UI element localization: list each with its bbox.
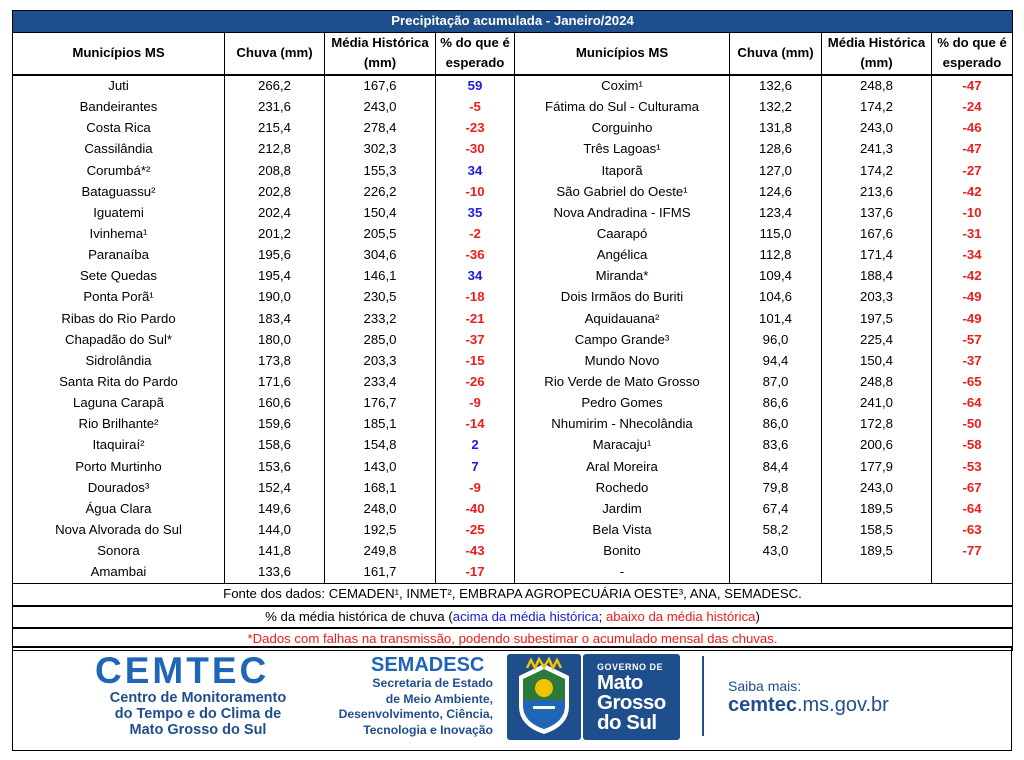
right-municipio-cell: Nhumirim - Nhecolândia: [515, 414, 730, 435]
right-media-cell: 177,9: [822, 456, 932, 477]
table-row: [13, 393, 1013, 414]
right-municipio-cell: Caarapó: [515, 224, 730, 245]
right-municipio-cell: Mundo Novo: [515, 351, 730, 372]
left-chuva-cell: 152,4: [225, 477, 325, 498]
left-pct-cell: 34: [436, 266, 515, 287]
right-pct-cell: -42: [932, 266, 1013, 287]
table-title: Precipitação acumulada - Janeiro/2024: [13, 11, 1013, 33]
left-municipio-cell: Rio Brilhante²: [13, 414, 225, 435]
right-media-cell: 241,0: [822, 393, 932, 414]
right-pct-cell: -63: [932, 520, 1013, 541]
right-chuva-cell: 83,6: [730, 435, 822, 456]
right-pct-cell: -65: [932, 372, 1013, 393]
table-row: [13, 477, 1013, 498]
right-pct-cell: -49: [932, 287, 1013, 308]
table-row: [13, 266, 1013, 287]
right-pct-cell: -47: [932, 75, 1013, 97]
left-pct-cell: -5: [436, 97, 515, 118]
right-municipio-cell: Jardim: [515, 499, 730, 520]
left-municipio-cell: Cassilândia: [13, 139, 225, 160]
right-media-cell: 197,5: [822, 308, 932, 329]
right-pct-cell: -37: [932, 351, 1013, 372]
logo-divider: [702, 656, 704, 736]
right-media-cell: 203,3: [822, 287, 932, 308]
left-media-cell: 285,0: [325, 329, 436, 350]
left-media-cell: 143,0: [325, 456, 436, 477]
left-municipio-cell: Corumbá*²: [13, 160, 225, 181]
left-municipio-cell: Sonora: [13, 541, 225, 562]
governo-ms-logo: GOVERNO DE Mato Grosso do Sul: [583, 654, 680, 740]
legend-above: acima da média histórica: [452, 608, 599, 624]
left-chuva-cell: 215,4: [225, 118, 325, 139]
right-pct-cell: -53: [932, 456, 1013, 477]
left-pct-cell: -2: [436, 224, 515, 245]
right-chuva-cell: 67,4: [730, 499, 822, 520]
precipitation-sheet: [12, 10, 1012, 651]
left-media-cell: 233,2: [325, 308, 436, 329]
left-municipio-cell: Dourados³: [13, 477, 225, 498]
right-media-cell: [822, 562, 932, 584]
table-row: [13, 160, 1013, 181]
right-pct-cell: -67: [932, 477, 1013, 498]
right-media-cell: 225,4: [822, 329, 932, 350]
right-municipio-cell: Miranda*: [515, 266, 730, 287]
left-media-cell: 233,4: [325, 372, 436, 393]
right-chuva-cell: 115,0: [730, 224, 822, 245]
right-pct-cell: -50: [932, 414, 1013, 435]
right-chuva-cell: 123,4: [730, 203, 822, 224]
right-municipio-cell: Dois Irmãos do Buriti: [515, 287, 730, 308]
left-media-cell: 167,6: [325, 75, 436, 97]
right-media-cell: 248,8: [822, 372, 932, 393]
right-municipio-cell: Maracaju¹: [515, 435, 730, 456]
left-municipio-cell: Ponta Porã¹: [13, 287, 225, 308]
left-media-cell: 146,1: [325, 266, 436, 287]
right-media-cell: 150,4: [822, 351, 932, 372]
header-media-left: Média Histórica (mm): [325, 32, 436, 75]
right-media-cell: 188,4: [822, 266, 932, 287]
table-row: [13, 414, 1013, 435]
left-media-cell: 278,4: [325, 118, 436, 139]
right-chuva-cell: 101,4: [730, 308, 822, 329]
header-pct-left: % do que é esperado: [436, 32, 515, 75]
left-chuva-cell: 231,6: [225, 97, 325, 118]
right-chuva-cell: 127,0: [730, 160, 822, 181]
right-pct-cell: -77: [932, 541, 1013, 562]
left-chuva-cell: 141,8: [225, 541, 325, 562]
data-source-note: Fonte dos dados: CEMADEN¹, INMET², EMBRAPA AGROPECUÁRIA OESTE³, ANA, SEMADESC.: [13, 584, 1013, 606]
right-chuva-cell: 124,6: [730, 181, 822, 202]
right-municipio-cell: Corguinho: [515, 118, 730, 139]
left-chuva-cell: 180,0: [225, 329, 325, 350]
right-chuva-cell: 87,0: [730, 372, 822, 393]
left-pct-cell: -40: [436, 499, 515, 520]
right-media-cell: 200,6: [822, 435, 932, 456]
header-chuva-right: Chuva (mm): [730, 32, 822, 75]
right-media-cell: 172,8: [822, 414, 932, 435]
left-pct-cell: -17: [436, 562, 515, 584]
semadesc-logo: SEMADESC: [371, 654, 485, 676]
left-chuva-cell: 173,8: [225, 351, 325, 372]
right-chuva-cell: 86,6: [730, 393, 822, 414]
left-municipio-cell: Itaquiraí²: [13, 435, 225, 456]
right-municipio-cell: Nova Andradina - IFMS: [515, 203, 730, 224]
left-media-cell: 150,4: [325, 203, 436, 224]
right-chuva-cell: 96,0: [730, 329, 822, 350]
right-chuva-cell: 58,2: [730, 520, 822, 541]
left-media-cell: 205,5: [325, 224, 436, 245]
left-chuva-cell: 158,6: [225, 435, 325, 456]
right-media-cell: 243,0: [822, 477, 932, 498]
right-pct-cell: -27: [932, 160, 1013, 181]
left-municipio-cell: Costa Rica: [13, 118, 225, 139]
table-row: [13, 203, 1013, 224]
right-municipio-cell: Três Lagoas¹: [515, 139, 730, 160]
header-chuva-left: Chuva (mm): [225, 32, 325, 75]
left-chuva-cell: 133,6: [225, 562, 325, 584]
right-pct-cell: -49: [932, 308, 1013, 329]
left-pct-cell: 59: [436, 75, 515, 97]
table-row: [13, 372, 1013, 393]
left-media-cell: 168,1: [325, 477, 436, 498]
right-chuva-cell: 84,4: [730, 456, 822, 477]
left-media-cell: 185,1: [325, 414, 436, 435]
right-municipio-cell: Angélica: [515, 245, 730, 266]
color-legend: % da média histórica de chuva (acima da média histórica; abaixo da média histórica): [13, 606, 1013, 629]
right-pct-cell: -64: [932, 499, 1013, 520]
left-pct-cell: -14: [436, 414, 515, 435]
left-media-cell: 304,6: [325, 245, 436, 266]
cemtec-logo: CEMTEC: [95, 650, 270, 691]
right-media-cell: 241,3: [822, 139, 932, 160]
table-row: [13, 224, 1013, 245]
right-pct-cell: -31: [932, 224, 1013, 245]
left-chuva-cell: 266,2: [225, 75, 325, 97]
left-chuva-cell: 183,4: [225, 308, 325, 329]
right-chuva-cell: 112,8: [730, 245, 822, 266]
table-row: [13, 75, 1013, 97]
table-row: [13, 562, 1013, 584]
left-chuva-cell: 149,6: [225, 499, 325, 520]
left-municipio-cell: Laguna Carapã: [13, 393, 225, 414]
left-municipio-cell: Santa Rita do Pardo: [13, 372, 225, 393]
right-chuva-cell: 131,8: [730, 118, 822, 139]
saiba-mais-label: Saiba mais:: [728, 678, 802, 694]
right-municipio-cell: Rio Verde de Mato Grosso: [515, 372, 730, 393]
state-crest-icon: [507, 654, 581, 740]
right-pct-cell: -24: [932, 97, 1013, 118]
left-media-cell: 243,0: [325, 97, 436, 118]
left-municipio-cell: Juti: [13, 75, 225, 97]
left-media-cell: 161,7: [325, 562, 436, 584]
right-chuva-cell: 109,4: [730, 266, 822, 287]
right-chuva-cell: 104,6: [730, 287, 822, 308]
left-pct-cell: 2: [436, 435, 515, 456]
left-chuva-cell: 171,6: [225, 372, 325, 393]
left-pct-cell: 34: [436, 160, 515, 181]
right-chuva-cell: 86,0: [730, 414, 822, 435]
right-municipio-cell: Aquidauana²: [515, 308, 730, 329]
table-row: [13, 118, 1013, 139]
left-chuva-cell: 190,0: [225, 287, 325, 308]
left-chuva-cell: 212,8: [225, 139, 325, 160]
left-chuva-cell: 201,2: [225, 224, 325, 245]
table-row: [13, 435, 1013, 456]
left-media-cell: 192,5: [325, 520, 436, 541]
right-pct-cell: -34: [932, 245, 1013, 266]
left-municipio-cell: Iguatemi: [13, 203, 225, 224]
table-row: [13, 499, 1013, 520]
left-municipio-cell: Nova Alvorada do Sul: [13, 520, 225, 541]
left-chuva-cell: 153,6: [225, 456, 325, 477]
left-media-cell: 248,0: [325, 499, 436, 520]
right-pct-cell: -57: [932, 329, 1013, 350]
right-media-cell: 243,0: [822, 118, 932, 139]
left-pct-cell: -23: [436, 118, 515, 139]
table-row: [13, 351, 1013, 372]
right-pct-cell: -58: [932, 435, 1013, 456]
right-media-cell: 213,6: [822, 181, 932, 202]
right-chuva-cell: 132,2: [730, 97, 822, 118]
left-municipio-cell: Amambai: [13, 562, 225, 584]
left-chuva-cell: 202,8: [225, 181, 325, 202]
right-media-cell: 189,5: [822, 541, 932, 562]
right-media-cell: 174,2: [822, 160, 932, 181]
left-chuva-cell: 195,6: [225, 245, 325, 266]
right-municipio-cell: Coxim¹: [515, 75, 730, 97]
left-media-cell: 302,3: [325, 139, 436, 160]
right-municipio-cell: Bela Vista: [515, 520, 730, 541]
legend-below: abaixo da média histórica: [605, 608, 756, 624]
left-media-cell: 226,2: [325, 181, 436, 202]
left-pct-cell: -30: [436, 139, 515, 160]
right-chuva-cell: 79,8: [730, 477, 822, 498]
logos-bar: [12, 646, 1012, 751]
left-pct-cell: -18: [436, 287, 515, 308]
right-municipio-cell: Fátima do Sul - Culturama: [515, 97, 730, 118]
left-media-cell: 176,7: [325, 393, 436, 414]
table-row: [13, 139, 1013, 160]
table-row: [13, 329, 1013, 350]
cemtec-subtitle: Centro de Monitoramento do Tempo e do Clima de Mato Grosso do Sul: [109, 690, 287, 738]
left-municipio-cell: Bataguassu²: [13, 181, 225, 202]
left-chuva-cell: 195,4: [225, 266, 325, 287]
left-pct-cell: -10: [436, 181, 515, 202]
right-municipio-cell: Pedro Gomes: [515, 393, 730, 414]
header-media-right: Média Histórica (mm): [822, 32, 932, 75]
right-media-cell: 171,4: [822, 245, 932, 266]
left-pct-cell: -9: [436, 393, 515, 414]
right-municipio-cell: -: [515, 562, 730, 584]
precipitation-table: [12, 10, 1013, 651]
left-municipio-cell: Sete Quedas: [13, 266, 225, 287]
table-row: [13, 456, 1013, 477]
left-chuva-cell: 202,4: [225, 203, 325, 224]
right-pct-cell: -42: [932, 181, 1013, 202]
left-media-cell: 155,3: [325, 160, 436, 181]
right-media-cell: 174,2: [822, 97, 932, 118]
header-municipios-right: Municípios MS: [515, 32, 730, 75]
left-pct-cell: -25: [436, 520, 515, 541]
right-chuva-cell: 43,0: [730, 541, 822, 562]
left-chuva-cell: 159,6: [225, 414, 325, 435]
table-row: [13, 520, 1013, 541]
right-municipio-cell: Bonito: [515, 541, 730, 562]
left-chuva-cell: 144,0: [225, 520, 325, 541]
header-pct-right: % do que é esperado: [932, 32, 1013, 75]
right-municipio-cell: Itaporã: [515, 160, 730, 181]
left-media-cell: 154,8: [325, 435, 436, 456]
table-row: [13, 308, 1013, 329]
right-pct-cell: -10: [932, 203, 1013, 224]
left-pct-cell: -21: [436, 308, 515, 329]
table-row: [13, 245, 1013, 266]
left-pct-cell: -15: [436, 351, 515, 372]
right-chuva-cell: 128,6: [730, 139, 822, 160]
left-municipio-cell: Sidrolândia: [13, 351, 225, 372]
right-municipio-cell: São Gabriel do Oeste¹: [515, 181, 730, 202]
header-municipios-left: Municípios MS: [13, 32, 225, 75]
transmission-failure-note: *Dados com falhas na transmissão, podendo subestimar o acumulado mensal das chuvas.: [13, 628, 1013, 650]
left-pct-cell: -37: [436, 329, 515, 350]
right-municipio-cell: Rochedo: [515, 477, 730, 498]
right-chuva-cell: 94,4: [730, 351, 822, 372]
table-row: [13, 287, 1013, 308]
semadesc-subtitle: Secretaria de Estado de Meio Ambiente, Desenvolvimento, Ciência, Tecnologia e Inovação: [338, 676, 493, 737]
right-media-cell: 248,8: [822, 75, 932, 97]
right-municipio-cell: Aral Moreira: [515, 456, 730, 477]
website-link[interactable]: cemtec.ms.gov.br: [728, 694, 889, 716]
left-municipio-cell: Paranaíba: [13, 245, 225, 266]
left-municipio-cell: Porto Murtinho: [13, 456, 225, 477]
right-media-cell: 189,5: [822, 499, 932, 520]
right-media-cell: 158,5: [822, 520, 932, 541]
left-media-cell: 249,8: [325, 541, 436, 562]
left-chuva-cell: 208,8: [225, 160, 325, 181]
left-municipio-cell: Bandeirantes: [13, 97, 225, 118]
left-pct-cell: -43: [436, 541, 515, 562]
left-pct-cell: -26: [436, 372, 515, 393]
left-municipio-cell: Ivinhema¹: [13, 224, 225, 245]
right-pct-cell: [932, 562, 1013, 584]
right-pct-cell: -47: [932, 139, 1013, 160]
left-municipio-cell: Água Clara: [13, 499, 225, 520]
left-municipio-cell: Chapadão do Sul*: [13, 329, 225, 350]
right-media-cell: 167,6: [822, 224, 932, 245]
right-chuva-cell: 132,6: [730, 75, 822, 97]
left-chuva-cell: 160,6: [225, 393, 325, 414]
left-media-cell: 230,5: [325, 287, 436, 308]
table-row: [13, 541, 1013, 562]
left-pct-cell: -9: [436, 477, 515, 498]
left-pct-cell: 35: [436, 203, 515, 224]
table-row: [13, 181, 1013, 202]
right-media-cell: 137,6: [822, 203, 932, 224]
right-municipio-cell: Campo Grande³: [515, 329, 730, 350]
left-pct-cell: -36: [436, 245, 515, 266]
left-municipio-cell: Ribas do Rio Pardo: [13, 308, 225, 329]
right-pct-cell: -46: [932, 118, 1013, 139]
table-row: [13, 97, 1013, 118]
right-chuva-cell: [730, 562, 822, 584]
left-pct-cell: 7: [436, 456, 515, 477]
left-media-cell: 203,3: [325, 351, 436, 372]
right-pct-cell: -64: [932, 393, 1013, 414]
